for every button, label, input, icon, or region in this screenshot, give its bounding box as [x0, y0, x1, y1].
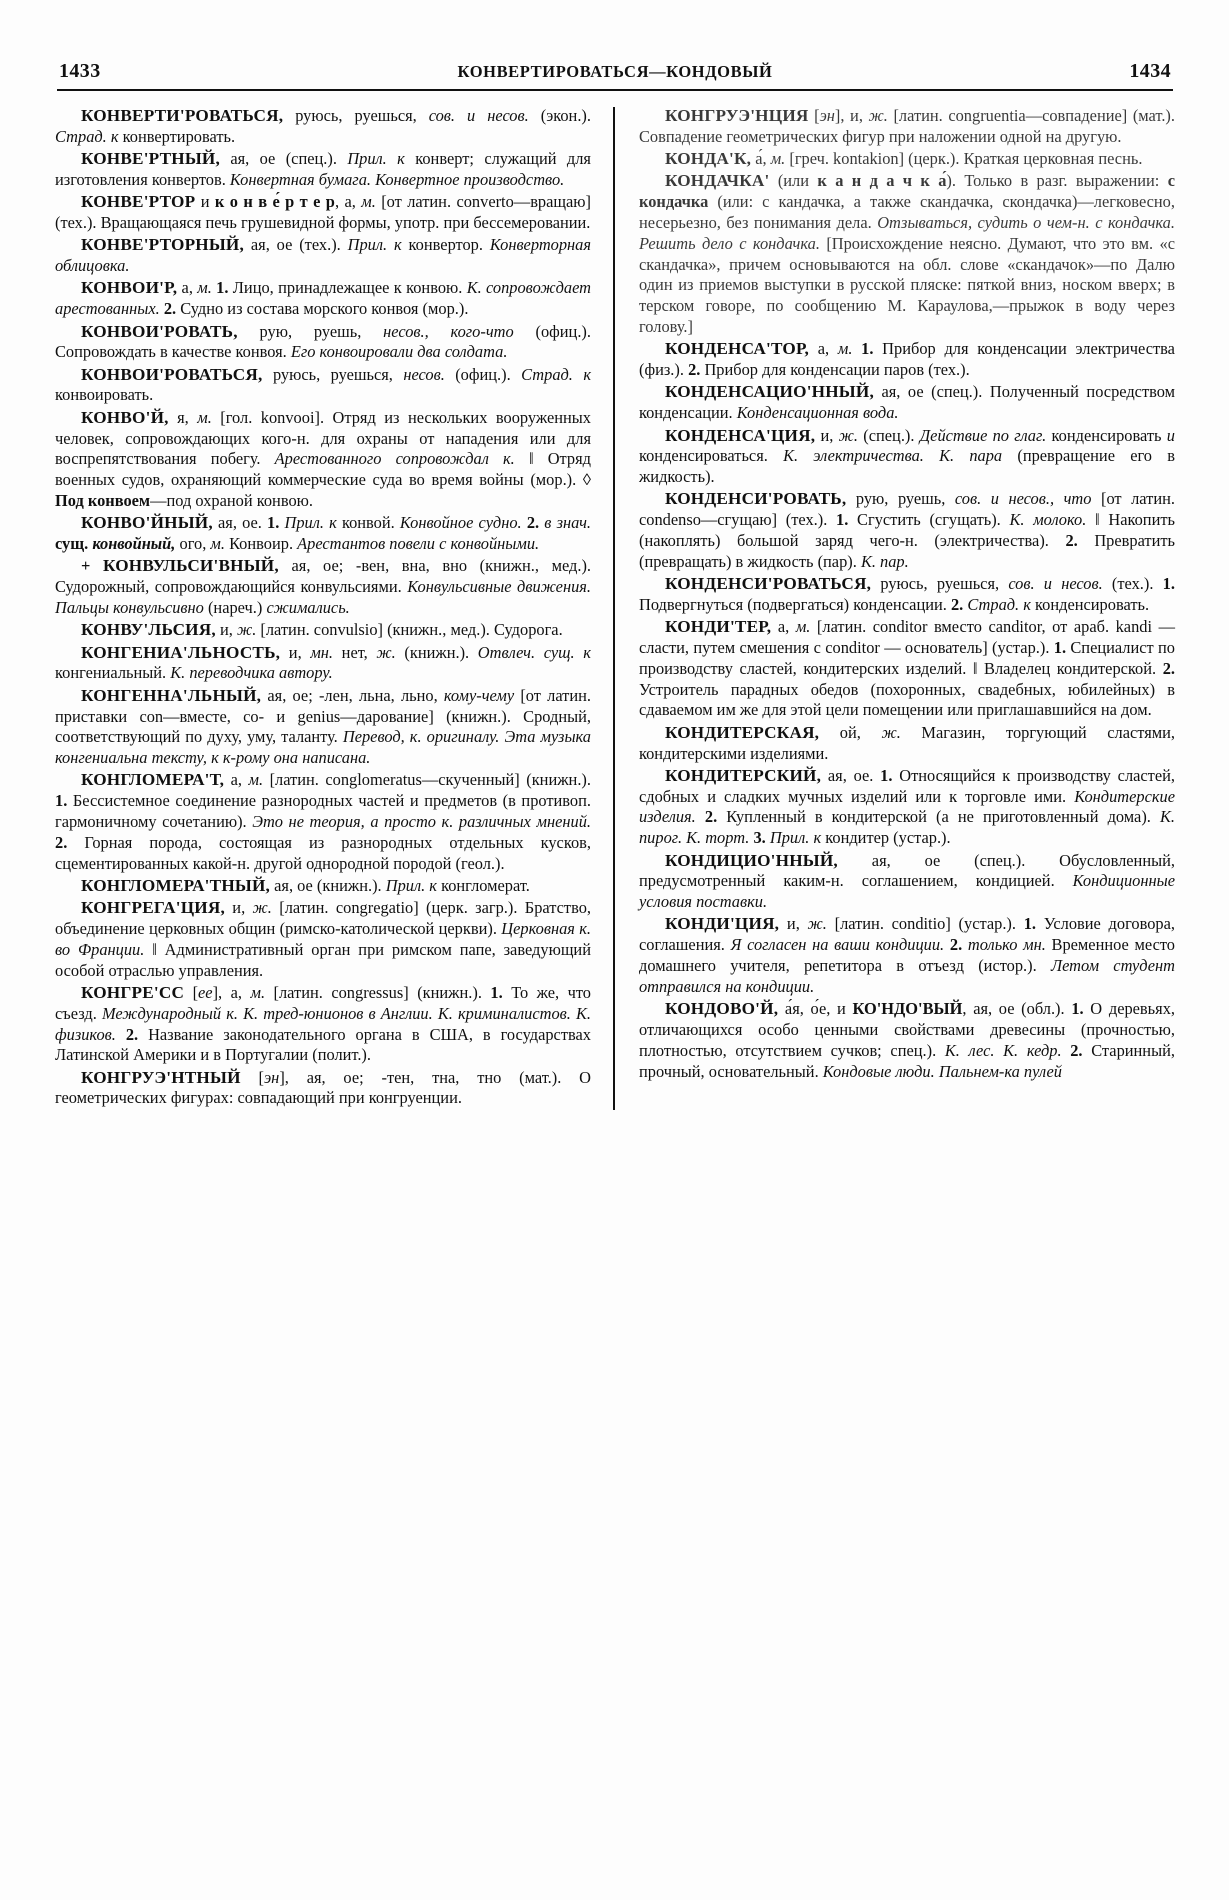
entry-headword: КОНДОВО'Й,	[664, 999, 779, 1019]
columns	[55, 105, 1175, 1110]
dictionary-entry	[55, 321, 591, 364]
entry-definition: ая, ое; -лен, льна, льно, кому-чему [от латин. приставки con—вместе, со- и genius—дарование] (книжн.). Сродный, соответствующий по духу, уму, таланту. Перевод, к. оригиналу. Эта музыка конгениальна тексту, к к-рому она написана.	[55, 685, 591, 768]
entry-definition: и, ж. (спец.). Действие по глаг. конденсировать и конденсироваться. К. электричества. К. пара (превращение его в жидкость).	[638, 425, 1175, 487]
dictionary-entry	[55, 105, 591, 148]
right-column	[615, 105, 1175, 1110]
left-column	[55, 105, 613, 1110]
entry-definition: ая, ое (тех.). Прил. к конвертор. Конверторная облицовка.	[55, 235, 591, 276]
header-rule	[57, 89, 1173, 91]
dictionary-entry	[55, 619, 591, 641]
dictionary-entry	[639, 765, 1175, 849]
entry-headword: КОНДЕНСАЦИО'ННЫЙ,	[664, 382, 874, 402]
dictionary-entry	[55, 407, 591, 512]
entry-definition: ая, ое (спец.). Полученный посредством конденсации. Конденсационная вода.	[638, 382, 1175, 423]
entry-headword: КОНВО'ЙНЫЙ,	[81, 513, 213, 533]
entry-headword: КОНВУЛЬСИ'ВНЫЙ,	[102, 556, 279, 576]
entry-headword: КОНГЛОМЕРА'Т,	[81, 770, 225, 790]
entry-headword: КОНВОИ'Р,	[81, 278, 178, 298]
page-content	[55, 60, 1175, 1110]
dictionary-entry	[55, 277, 591, 320]
dictionary-entry	[55, 555, 591, 618]
entry-headword: КОНДА'К,	[664, 149, 752, 169]
entry-definition: рую, руешь, несов., кого-что (офиц.). Сопровождать в качестве конвоя. Его конвоировали два солдата.	[55, 321, 591, 362]
dictionary-entry	[55, 512, 591, 555]
dictionary-entry	[639, 998, 1175, 1082]
entry-headword: КОНДИ'ЦИЯ,	[664, 914, 780, 934]
entry-headword: КОНДЕНСА'ТОР,	[664, 339, 810, 359]
dictionary-entry	[55, 982, 591, 1066]
entry-headword: КОНГРЕГА'ЦИЯ,	[81, 898, 225, 918]
dictionary-entry	[639, 148, 1175, 170]
dictionary-entry	[639, 338, 1175, 381]
entry-headword: КОНДИТЕРСКИЙ,	[664, 765, 822, 785]
entry-headword: КОНВОИ'РОВАТЬ,	[81, 321, 238, 341]
entry-headword: КОНДИЦИО'ННЫЙ,	[664, 850, 838, 870]
entry-definition: ая, ое (книжн.). Прил. к конгломерат.	[270, 875, 530, 895]
entry-headword: КОНВЕ'РТОР	[81, 192, 196, 212]
entry-headword: КОНГЕНИА'ЛЬНОСТЬ,	[81, 642, 281, 662]
entry-definition: и, ж. [латин. conditio] (устар.). 1. Условие договора, соглашения. Я согласен на ваши кондиции. 2. только мн. Временное место домашнего учителя, репетитора в отъезд (истор.). Летом студент отправился на кондиции.	[638, 914, 1175, 996]
dictionary-entry	[55, 364, 591, 407]
entry-headword: КОНДИ'ТЕР,	[664, 617, 772, 637]
entry-headword: КОНГРЕ'СС	[81, 982, 185, 1002]
entry-definition: и к о н в е́ р т е р, а, м. [от латин. converto—вращаю] (тех.). Вращающаяся печь грушевидной формы, употр. при бессемеровании.	[55, 192, 591, 233]
dictionary-entry	[55, 685, 591, 769]
entry-definition: а́, м. [греч. kontakion] (церк.). Краткая церковная песнь.	[751, 149, 1143, 169]
entry-headword: КОНДИТЕРСКАЯ,	[664, 722, 820, 742]
dictionary-entry	[639, 616, 1175, 721]
entry-definition: [ее], а, м. [латин. congressus] (книжн.). 1. То же, что съезд. Международный к. К. тред-юнионов в Англии. К. криминалистов. К. физиков. 2. Название законодательного органа в США, в государствах Латинской Америки и в Португалии (полит.).	[55, 982, 592, 1065]
dictionary-entry	[639, 850, 1175, 913]
entry-definition: рую, руешь, сов. и несов., что [от латин. condenso—сгущаю] (тех.). 1. Сгустить (сгущать). К. молоко. ‖ Накопить (накоплять) большой заряд чего-н. (электричества). 2. Превратить (превращать) в жидкость (пар). К. пар.	[638, 489, 1175, 571]
entry-definition: а, м. [латин. conditor вместо canditor, от араб. kandi — сласти, путем смешения с conditor — основатель] (устар.). 1. Специалист по производству сластей, кондитерских изделий. ‖ Владелец кондитерской. 2. Устроитель парадных обедов (похоронных, свадебных, юбилейных) в сдаваемом им же для этой цели помещении или приглашавшийся на дом.	[638, 617, 1175, 720]
dictionary-entry	[639, 381, 1175, 424]
entry-definition: [эн], и, ж. [латин. congruentia—совпадение] (мат.). Совпадение геометрических фигур при наложении одной на другую.	[638, 106, 1175, 146]
entry-definition: и, ж. [латин. convulsio] (книжн., мед.). Судорога.	[215, 620, 563, 640]
entry-definition: ая, ое (спец.). Обусловленный, предусмотренный каким-н. соглашением, кондицией. Кондиционные условия поставки.	[638, 850, 1175, 912]
entry-headword: КОНВУ'ЛЬСИЯ,	[81, 620, 216, 640]
dictionary-entry	[639, 722, 1175, 765]
dictionary-entry	[639, 913, 1175, 997]
entry-headword: КОНДЕНСА'ЦИЯ,	[664, 425, 816, 445]
dictionary-entry	[55, 148, 591, 191]
entry-definition: ая, ое. 1. Прил. к конвой. Конвойное судно. 2. в знач. сущ. конвойный, ого, м. Конвоир. Арестантов повели с конвойными.	[55, 513, 591, 554]
dictionary-entry	[639, 105, 1175, 148]
entry-headword: КОНГЛОМЕРА'ТНЫЙ,	[81, 875, 271, 895]
running-head	[55, 60, 1175, 87]
dictionary-entry	[639, 425, 1175, 488]
entry-headword: КОНДАЧКА'	[664, 171, 770, 191]
dictionary-entry	[639, 573, 1175, 616]
entry-definition: ая, ое. 1. Относящийся к производству сластей, сдобных и сладких мучных изделий или к торговле ими. Кондитерские изделия. 2. Купленный в кондитерской (а не приготовленный дома). К. пирог. К. торт. 3. Прил. к кондитер (устар.).	[638, 765, 1175, 848]
entry-definition: руюсь, руешься, несов. (офиц.). Страд. к конвоировать.	[55, 364, 591, 405]
entry-definition: ая, ое (спец.). Прил. к конверт; служащий для изготовления конвертов. Конвертная бумага. Конвертное производство.	[55, 149, 591, 189]
entry-headword: КОНГРУЭ'НТНЫЙ	[81, 1067, 241, 1087]
entry-headword: КОНГЕННА'ЛЬНЫЙ,	[81, 685, 262, 705]
entry-definition: руюсь, руешься, сов. и несов. (экон.). Страд. к конвертировать.	[55, 106, 591, 146]
entry-definition: и, ж. [латин. congregatio] (церк. загр.). Братство, объединение церковных общин (римско-католической церкви). Церковная к. во Франции. ‖ Административный орган при римском папе, заведующий особой отраслью управления.	[55, 898, 592, 980]
entry-headword: КОНГРУЭ'НЦИЯ	[664, 106, 809, 125]
entry-headword: КОНДЕНСИ'РОВАТЬ,	[664, 489, 847, 509]
dictionary-entry	[639, 170, 1175, 337]
dictionary-entry	[55, 234, 591, 277]
dictionary-entry	[639, 488, 1175, 572]
entry-definition: а́я, о́е, и КО'НДО'ВЫЙ, ая, ое (обл.). 1. О деревьях, отличающихся особо ценными свойствами древесины (прочностью, плотностью, отсутствием сучков; спец.). К. лес. К. кедр. 2. Старинный, прочный, основательный. Кондовые люди. Пальнем-ка пулей	[638, 999, 1175, 1081]
entry-mark: +	[81, 556, 103, 576]
entry-definition: а, м. 1. Лицо, принадлежащее к конвою. К. сопровождает арестованных. 2. Судно из состава морского конвоя (мор.).	[55, 278, 591, 319]
dictionary-entry	[55, 875, 591, 897]
entry-definition: а, м. 1. Прибор для конденсации электричества (физ.). 2. Прибор для конденсации паров (тех.).	[638, 339, 1175, 380]
dictionary-entry	[55, 642, 591, 685]
entry-definition: ой, ж. Магазин, торгующий сластями, кондитерскими изделиями.	[638, 722, 1175, 763]
entry-headword: КОНВЕ'РТНЫЙ,	[81, 149, 220, 169]
entry-definition: руюсь, руешься, сов. и несов. (тех.). 1. Подвергнуться (подвергаться) конденсации. 2. Страд. к конденсировать.	[638, 574, 1175, 614]
folio-right: 1434	[1129, 60, 1171, 82]
folio-left: 1433	[59, 60, 101, 82]
entry-definition: а, м. [латин. conglomeratus—скученный] (книжн.). 1. Бессистемное соединение разнородных частей и предметов (в противоп. гармоничному сочетанию). Это не теория, а просто к. различных мнений. 2. Горная порода, состоящая из разнородных отдельных кусков, сцементированных какой-н. другой однородной породой (геол.).	[55, 770, 591, 873]
entry-headword: КОНВОИ'РОВАТЬСЯ,	[81, 364, 263, 384]
running-head-title: КОНВЕРТИРОВАТЬСЯ—КОНДОВЫЙ	[457, 62, 773, 81]
entry-headword: КОНДЕНСИ'РОВАТЬСЯ,	[664, 574, 872, 594]
entry-definition: [эн], ая, ое; -тен, тна, тно (мат.). О геометрических фигурах: совпадающий при конгруенции.	[55, 1067, 591, 1108]
dictionary-entry	[55, 897, 591, 981]
dictionary-entry	[55, 191, 591, 234]
entry-definition: я, м. [гол. konvooi]. Отряд из нескольких вооруженных человек, сопровождающих кого-н. для охраны от нападения или для воспрепятствования побегу. Арестованного сопровождал к. ‖ Отряд военных судов, охраняющий коммерческие суда во время войны (мор.). ◊ Под конвоем—под охраной конвою.	[55, 407, 591, 510]
entry-definition: ая, ое; -вен, вна, вно (книжн., мед.). Судорожный, сопровождающийся конвульсиями. Конвульсивные движения. Пальцы конвульсивно (нареч.) сжимались.	[55, 556, 591, 617]
entry-definition: (или к а н д а ч к а́). Только в разг. выражении: с кондачка (или: с кандачка, а также скандачка, скондачка)—легковесно, несерьезно, без понимания дела. Отзываться, судить о чем-н. с кондачка. Решить дело с кондачка. [Происхождение неясно. Думают, что это вм. «с скандачка», причем основываются на обл. слове «скандачок»—по Далю один из приемов выступки в русской пляске: пяткой вниз, носком вверх; в терском говоре, по сообщению М. Караулова,—прыжок в воду через голову.]	[638, 171, 1175, 337]
dictionary-entry	[55, 1067, 591, 1110]
entry-headword: КОНВЕ'РТОРНЫЙ,	[81, 235, 245, 255]
entry-headword: КОНВО'Й,	[81, 407, 169, 427]
dictionary-entry	[55, 769, 591, 874]
entry-definition: и, мн. нет, ж. (книжн.). Отвлеч. сущ. к конгениальный. К. переводчика автору.	[55, 642, 591, 683]
entry-headword: КОНВЕРТИ'РОВАТЬСЯ,	[81, 106, 284, 125]
